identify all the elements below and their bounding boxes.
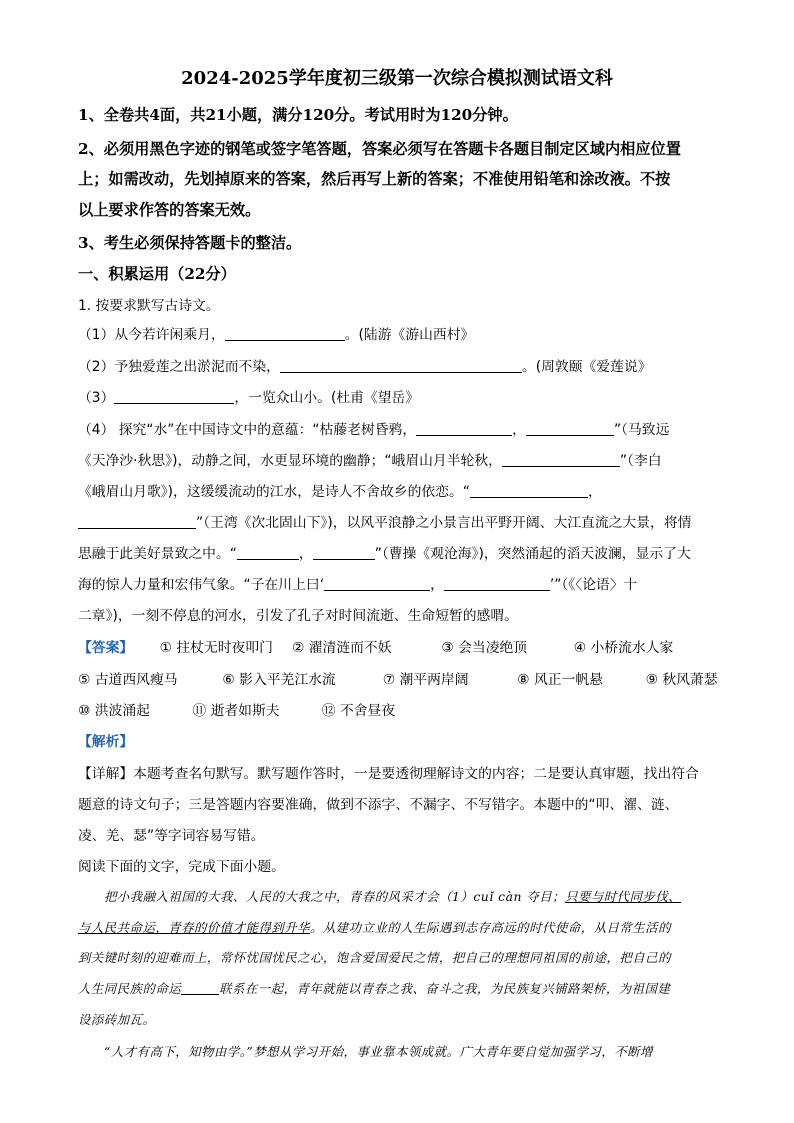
q1-4-text: 思融于此美好景致之中。“: [78, 546, 237, 562]
question-1-4-line7: 二章》)，一刻不停息的河水，引发了孔子对时间流逝、生命短暂的感喟。: [78, 608, 518, 624]
answer-text: 风正一帆悬: [533, 672, 603, 688]
answer-num: ⑪: [192, 703, 207, 719]
answer-blank: [114, 389, 234, 404]
answer-blank: [526, 421, 614, 436]
answer-row-3: [78, 699, 395, 719]
passage-line-1: [78, 887, 744, 905]
q1-4-text: 《天净沙·秋思》)，动静之间，水更显环境的幽静；“峨眉山月半轮秋，: [78, 453, 502, 469]
analysis-line-2: 题意的诗文句子；三是答题内容要准确，做到不添字、不漏字、不写错字。本题中的“叩、濯、涟、: [78, 797, 679, 813]
question-1-3: [78, 386, 419, 406]
answer-text: 秋风萧瑟: [662, 672, 718, 688]
answer-item: [441, 636, 569, 656]
answer-item: [78, 668, 218, 688]
answer-num: ①: [159, 640, 172, 656]
question-1-2: [78, 355, 652, 375]
answer-blank: [444, 576, 550, 591]
answer-text: 濯清涟而不妖: [308, 640, 392, 656]
q1-4-text: ”（曹操《观沧海》)，突然涌起的滔天波澜，显示了大: [374, 546, 691, 562]
answer-num: ②: [291, 640, 305, 656]
answer-item: [322, 699, 395, 719]
answer-text: 不舍昼夜: [339, 703, 396, 719]
q1-3-text-a: （3）: [78, 390, 115, 406]
q1-1-text-a: （1）从今若许闲乘月，: [78, 327, 225, 343]
question-1-1: [78, 323, 474, 343]
passage-line-3: 到关键时刻的迎难而上，常怀忧国忧民之心，饱含爱国爱民之情，把自己的理想同祖国的前途，把自己的: [78, 950, 671, 965]
answer-item: [646, 668, 718, 688]
answer-blank: [237, 545, 299, 560]
answer-item: [192, 699, 317, 719]
q1-4-text: ，: [512, 422, 526, 438]
answer-text: 拄杖无时夜叩门: [176, 640, 273, 656]
answer-num: ⑨: [645, 672, 658, 688]
answer-text: 影入平羌江水流: [239, 672, 336, 688]
instruction-2a: 2、必须用黑色字迹的钢笔或签字笔答题，答案必须写在答题卡各题目制定区域内相应位置: [78, 140, 681, 158]
question-1-4-line2: [78, 449, 662, 469]
passage-text: 联系在一起，青年就能以青春之我、奋斗之我，为民族复兴铺路架桥，为祖国建: [219, 981, 671, 996]
q1-4-text: （4） 探究“水”在中国诗文中的意蕴：“枯藤老树昏鸦，: [78, 422, 417, 438]
analysis-line-1: 【详解】本题考查名句默写。默写题作答时，一是要透彻理解诗文的内容；二是要认真审题，找出符合: [78, 766, 699, 782]
answer-num: ⑥: [222, 672, 235, 688]
q1-4-text: ”（李白: [619, 453, 662, 469]
answer-blank: [225, 326, 345, 341]
passage-line-5: 设添砖加瓦。: [78, 1012, 156, 1027]
answer-blank: [416, 421, 512, 436]
answer-blank: [470, 483, 588, 498]
question-1-4-line3: [78, 480, 602, 500]
passage-line-4: [78, 979, 718, 997]
reading-instruction: 阅读下面的文字，完成下面小题。: [78, 859, 285, 875]
instruction-3: 3、考生必须保持答题卡的整洁。: [78, 234, 302, 252]
answer-num: ⑩: [78, 703, 91, 719]
passage-text: 。从建功立业的人生际遇到志存高远的时代使命，从日常生活的: [310, 920, 671, 935]
answer-blank: [280, 358, 522, 373]
passage-text: 把小我融入祖国的大我、人民的大我之中，青春的风采才会（1）cuǐ càn 夺目；: [104, 889, 566, 904]
q1-4-text: 海的惊人力量和宏伟气象。“子在川上曰‘: [78, 577, 325, 593]
answer-text: 潮平两岸阔: [399, 672, 469, 688]
q1-2-text-a: （2）予独爱莲之出淤泥而不染，: [78, 359, 280, 375]
answer-blank: [324, 576, 430, 591]
answer-item: [292, 636, 437, 656]
passage-line-2: [78, 918, 718, 936]
answer-blank: [78, 514, 196, 529]
passage-line-6: “人才有高下，知物由学。”梦想从学习开始，事业靠本领成就。广大青年要自觉加强学习，不断增: [104, 1044, 653, 1059]
q1-4-text: ，: [430, 577, 444, 593]
page-title: 2024-2025学年度初三级第一次综合模拟测试语文科: [181, 68, 613, 89]
question-1-4-line4: [78, 511, 691, 531]
answer-item: [517, 668, 641, 688]
q1-4-text: ’”（《〈论语〉十: [549, 577, 638, 593]
q1-4-text: ，: [587, 484, 602, 500]
underlined-sentence: 与人民共命运，青春的价值才能得到升华: [78, 920, 311, 935]
q1-2-text-b: 。(周敦颐《爱莲说》: [521, 359, 652, 375]
answer-num: ⑧: [517, 672, 530, 688]
q1-3-text-b: ，一览众山小。(杜甫《望岳》: [234, 390, 420, 406]
q1-4-text: ”（王湾《次北固山下》)，以风平浪静之小景言出平野开阔、大江直流之大景，将情: [196, 515, 692, 531]
answer-row-1: [78, 636, 673, 656]
answer-label: 【答案】: [78, 640, 134, 656]
answer-num: ⑫: [321, 703, 336, 719]
section-heading: 一、积累运用（22分）: [78, 265, 236, 283]
answer-item: [160, 636, 288, 656]
instruction-1: 1、全卷共4面，共21小题，满分120分。考试用时为120分钟。: [78, 106, 518, 124]
analysis-label: 【解析】: [78, 734, 134, 750]
answer-num: ④: [573, 640, 587, 656]
answer-text: 小桥流水人家: [590, 640, 674, 656]
question-1-4-line1: [78, 418, 669, 438]
instruction-2b: 上；如需改动，先划掉原来的答案，然后再写上新的答案；不准使用铅笔和涂改液。不按: [78, 170, 671, 188]
q1-4-text: ”（马致远: [613, 422, 670, 438]
answer-num: ⑤: [78, 672, 91, 688]
analysis-line-3: 凌、羌、瑟”等字词容易写错。: [78, 828, 265, 844]
answer-text: 古道西风瘦马: [94, 672, 178, 688]
q1-4-text: ，: [298, 546, 313, 562]
q1-1-text-b: 。(陆游《游山西村》: [344, 327, 475, 343]
answer-row-2: [78, 668, 718, 688]
answer-item: [574, 636, 674, 656]
answer-text: 洪波涌起: [94, 703, 150, 719]
question-1-4-line5: [78, 542, 691, 562]
passage-text: 人生同民族的命运: [78, 981, 182, 996]
question-1-prompt: 1. 按要求默写古诗文。: [78, 298, 220, 314]
question-1-4-line6: [78, 573, 637, 593]
answer-num: ③: [441, 640, 454, 656]
answer-text: 逝者如斯夫: [210, 703, 280, 719]
underlined-sentence: 只要与时代同步伐、: [565, 889, 682, 904]
answer-num: ⑦: [382, 672, 396, 688]
q1-4-text: 《峨眉山月歌》)，这缓缓流动的江水，是诗人不舍故乡的依恋。“: [78, 484, 470, 500]
answer-blank: [502, 452, 620, 467]
answer-blank: [181, 983, 219, 995]
answer-item: [222, 668, 378, 688]
answer-blank: [313, 545, 375, 560]
answer-text: 会当凌绝顶: [458, 640, 528, 656]
answer-item: [78, 699, 188, 719]
answer-item: [383, 668, 513, 688]
instruction-2c: 以上要求作答的答案无效。: [78, 201, 261, 219]
